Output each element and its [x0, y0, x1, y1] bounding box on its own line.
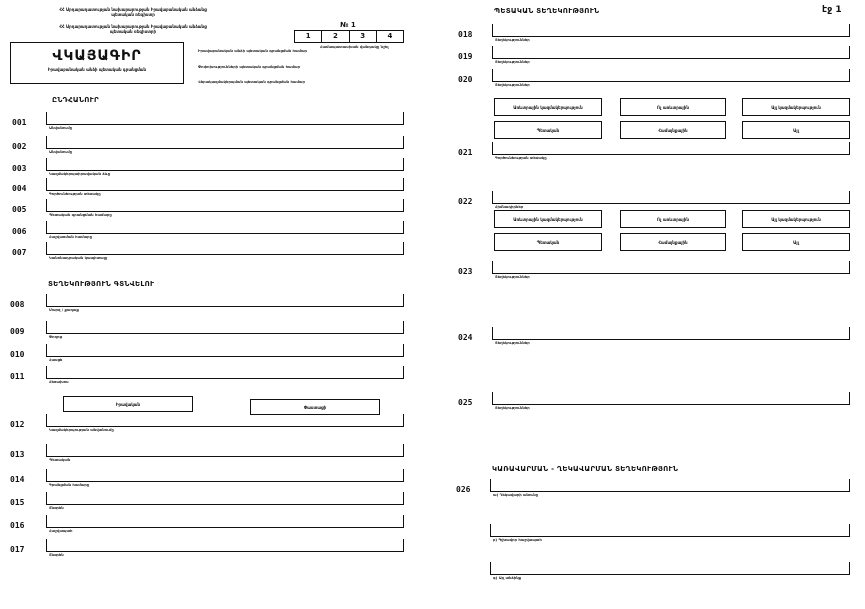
general-field-3[interactable] — [46, 178, 404, 191]
general-code-4: 005 — [12, 205, 27, 214]
mgmt-code-0: 026 — [456, 485, 471, 494]
location-label-0: Մարզ / քաղաք — [49, 307, 79, 312]
org-type-option-4[interactable] — [620, 121, 726, 139]
management-label-5: Տնօրեն — [49, 552, 64, 557]
note-1: Իրավաբանական անձի պետական գրանցման համար — [198, 48, 307, 53]
state2-code-0: 021 — [458, 148, 473, 157]
header-org-line2: ՀՀ Արդարադատության նախարարության Իրավաբանական անձանց պետական ռեգիստրի — [59, 24, 207, 34]
location-label-1: Փողոց — [49, 334, 62, 339]
org-type-option-label-5: Այլ — [793, 127, 799, 133]
section-general: ԸՆԴՀԱՆՈՒՐ — [52, 96, 99, 104]
section-location: ՏԵՂԵԿՈՒԹՅՈՒՆ ԳՏՆՎԵԼՈՒ — [48, 280, 155, 288]
org-type-option-label-3: Պետական — [536, 127, 560, 133]
mgmt-field-0[interactable] — [490, 479, 850, 492]
management-field-2[interactable] — [46, 469, 404, 482]
page-subtitle: Իրավաբանական անձի պետական գրանցման — [47, 67, 147, 72]
founder-type-option-label-0: Առևտրային կազմակերպություն — [513, 216, 583, 222]
location-code-1: 009 — [10, 327, 25, 336]
org-type-option-label-0: Առևտրային կազմակերպություն — [513, 104, 583, 110]
general-label-5: Հաշվառման համարը — [49, 234, 93, 239]
management-code-1: 013 — [10, 450, 25, 459]
management-label-3: Տնօրեն — [49, 505, 64, 510]
state3-label-0: Տեղեկություններ — [495, 274, 530, 279]
page-number: էջ 1 — [822, 5, 842, 15]
state2-label-1: Հիմնադիրներ — [495, 204, 524, 209]
mgmt-label-1: բ) Գլխավոր հաշվապահ — [493, 537, 542, 542]
general-code-5: 006 — [12, 227, 27, 236]
section-state: ՊԵՏԱԿԱՆ ՏԵՂԵԿՈՒԹՅՈՒՆ — [494, 7, 600, 15]
state-label-1: Տեղեկություններ — [495, 59, 530, 64]
management-field-0[interactable] — [46, 414, 404, 427]
founder-type-option-label-1: Ոչ առևտրային — [657, 216, 689, 222]
general-field-5[interactable] — [46, 221, 404, 234]
founder-type-option-1[interactable] — [620, 210, 726, 228]
general-label-1: Անվանումը — [49, 149, 73, 154]
state3-field-2[interactable] — [492, 392, 850, 405]
org-type-option-2[interactable] — [742, 98, 850, 116]
state3-code-1: 024 — [458, 333, 473, 342]
location-code-2: 010 — [10, 350, 25, 359]
general-label-6: Կանոնադրական կապիտալը — [49, 255, 108, 260]
general-field-6[interactable] — [46, 242, 404, 255]
management-code-4: 016 — [10, 521, 25, 530]
mgmt-label-2: գ) Այլ անձինք — [493, 575, 522, 580]
management-code-3: 015 — [10, 498, 25, 507]
general-label-0: Անվանումը — [49, 125, 73, 130]
note-2: Փոփոխությունների պետական գրանցման համար — [198, 64, 301, 69]
founder-type-option-0[interactable] — [494, 210, 602, 228]
management-code-2: 014 — [10, 475, 25, 484]
actual-address-button[interactable] — [250, 399, 380, 415]
management-label-1: Պետական — [49, 457, 71, 462]
location-code-3: 011 — [10, 372, 25, 381]
state-code-2: 020 — [458, 75, 473, 84]
mgmt-field-2[interactable] — [490, 562, 850, 575]
title-box — [10, 42, 184, 84]
state-code-1: 019 — [458, 52, 473, 61]
general-label-3: Գործունեության տեսակը — [49, 191, 101, 196]
org-type-option-label-4: Համայնքային — [658, 127, 688, 133]
note-3: Վերակազմակերպման պետական գրանցման համար — [198, 79, 305, 84]
location-field-1[interactable] — [46, 321, 404, 334]
location-code-0: 008 — [10, 300, 25, 309]
management-field-5[interactable] — [46, 539, 404, 552]
general-label-4: Պետական գրանցման համարը — [49, 212, 112, 217]
management-label-4: Հաշվապահ — [49, 528, 73, 533]
legal-address-label: Իրավական — [115, 401, 141, 407]
general-field-1[interactable] — [46, 136, 404, 149]
page-title: ՎԿԱՅԱԳԻՐ — [52, 48, 142, 64]
legal-address-button[interactable] — [63, 396, 193, 412]
state3-code-2: 025 — [458, 398, 473, 407]
location-label-2: Հասցե — [49, 357, 63, 362]
stage-boxes[interactable] — [294, 30, 404, 43]
founder-type-option-3[interactable] — [494, 233, 602, 251]
general-code-1: 002 — [12, 142, 27, 151]
state2-label-0: Գործունեության տեսակը — [495, 155, 547, 160]
founder-type-option-4[interactable] — [620, 233, 726, 251]
actual-address-label: Փաստացի — [303, 404, 327, 410]
management-field-4[interactable] — [46, 515, 404, 528]
location-label-3: Հեռախոս — [49, 379, 69, 384]
general-code-3: 004 — [12, 184, 27, 193]
founder-type-option-label-3: Պետական — [536, 239, 560, 245]
founder-type-option-label-4: Համայնքային — [658, 239, 688, 245]
mgmt-label-0: ա) Ղեկավարի անունը — [493, 492, 539, 497]
state2-code-1: 022 — [458, 197, 473, 206]
general-code-2: 003 — [12, 164, 27, 173]
section-management: ԿԱՌԱՎԱՐՄԱՆ - ՂԵԿԱՎԱՐՄԱՆ ՏԵՂԵԿՈՒԹՅՈՒՆ — [492, 465, 679, 473]
management-field-3[interactable] — [46, 492, 404, 505]
management-label-2: Գրանցման համարը — [49, 482, 90, 487]
state-label-2: Տեղեկություններ — [495, 82, 530, 87]
management-code-5: 017 — [10, 545, 25, 554]
state3-field-0[interactable] — [492, 261, 850, 274]
org-type-option-1[interactable] — [620, 98, 726, 116]
location-field-2[interactable] — [46, 344, 404, 357]
stage-box-2[interactable]: 2 — [322, 31, 349, 42]
state-code-0: 018 — [458, 30, 473, 39]
state-field-2[interactable] — [492, 69, 850, 82]
stage-box-note: Համապատասխան վանդակը նշել — [320, 44, 389, 49]
general-field-0[interactable] — [46, 112, 404, 125]
location-field-3[interactable] — [46, 366, 404, 379]
org-type-option-0[interactable] — [494, 98, 602, 116]
general-code-0: 001 — [12, 118, 27, 127]
general-code-6: 007 — [12, 248, 27, 257]
state-field-1[interactable] — [492, 46, 850, 59]
state2-field-1[interactable] — [492, 191, 850, 204]
doc-number: № 1 — [340, 21, 356, 29]
state2-field-0[interactable] — [492, 142, 850, 155]
state3-field-1[interactable] — [492, 327, 850, 340]
org-type-option-label-1: Ոչ առևտրային — [657, 104, 689, 110]
management-label-0: Կազմակերպության անվանումը — [49, 427, 114, 432]
general-field-2[interactable] — [46, 158, 404, 171]
general-label-2: Կազմակերպաիրավական ձևը — [49, 171, 111, 176]
org-type-option-label-2: Այլ կազմակերպություն — [771, 104, 821, 110]
founder-type-option-5[interactable] — [742, 233, 850, 251]
org-type-option-3[interactable] — [494, 121, 602, 139]
stage-box-3[interactable]: 3 — [350, 31, 377, 42]
founder-type-option-label-5: Այլ — [793, 239, 799, 245]
state-label-0: Տեղեկություններ — [495, 37, 530, 42]
org-type-option-5[interactable] — [742, 121, 850, 139]
management-code-0: 012 — [10, 420, 25, 429]
management-field-1[interactable] — [46, 444, 404, 457]
state3-label-1: Տեղեկություններ — [495, 340, 530, 345]
state-field-0[interactable] — [492, 24, 850, 37]
stage-box-4[interactable]: 4 — [387, 32, 393, 40]
mgmt-field-1[interactable] — [490, 524, 850, 537]
general-field-4[interactable] — [46, 199, 404, 212]
location-field-0[interactable] — [46, 294, 404, 307]
state3-label-2: Տեղեկություններ — [495, 405, 530, 410]
stage-box-1[interactable]: 1 — [295, 31, 322, 42]
header-org-line1: ՀՀ Արդարադատության նախարարության Իրավաբանական անձանց պետական ռեգիստր — [59, 7, 207, 17]
founder-type-option-label-2: Այլ կազմակերպություն — [771, 216, 821, 222]
founder-type-option-2[interactable] — [742, 210, 850, 228]
state3-code-0: 023 — [458, 267, 473, 276]
